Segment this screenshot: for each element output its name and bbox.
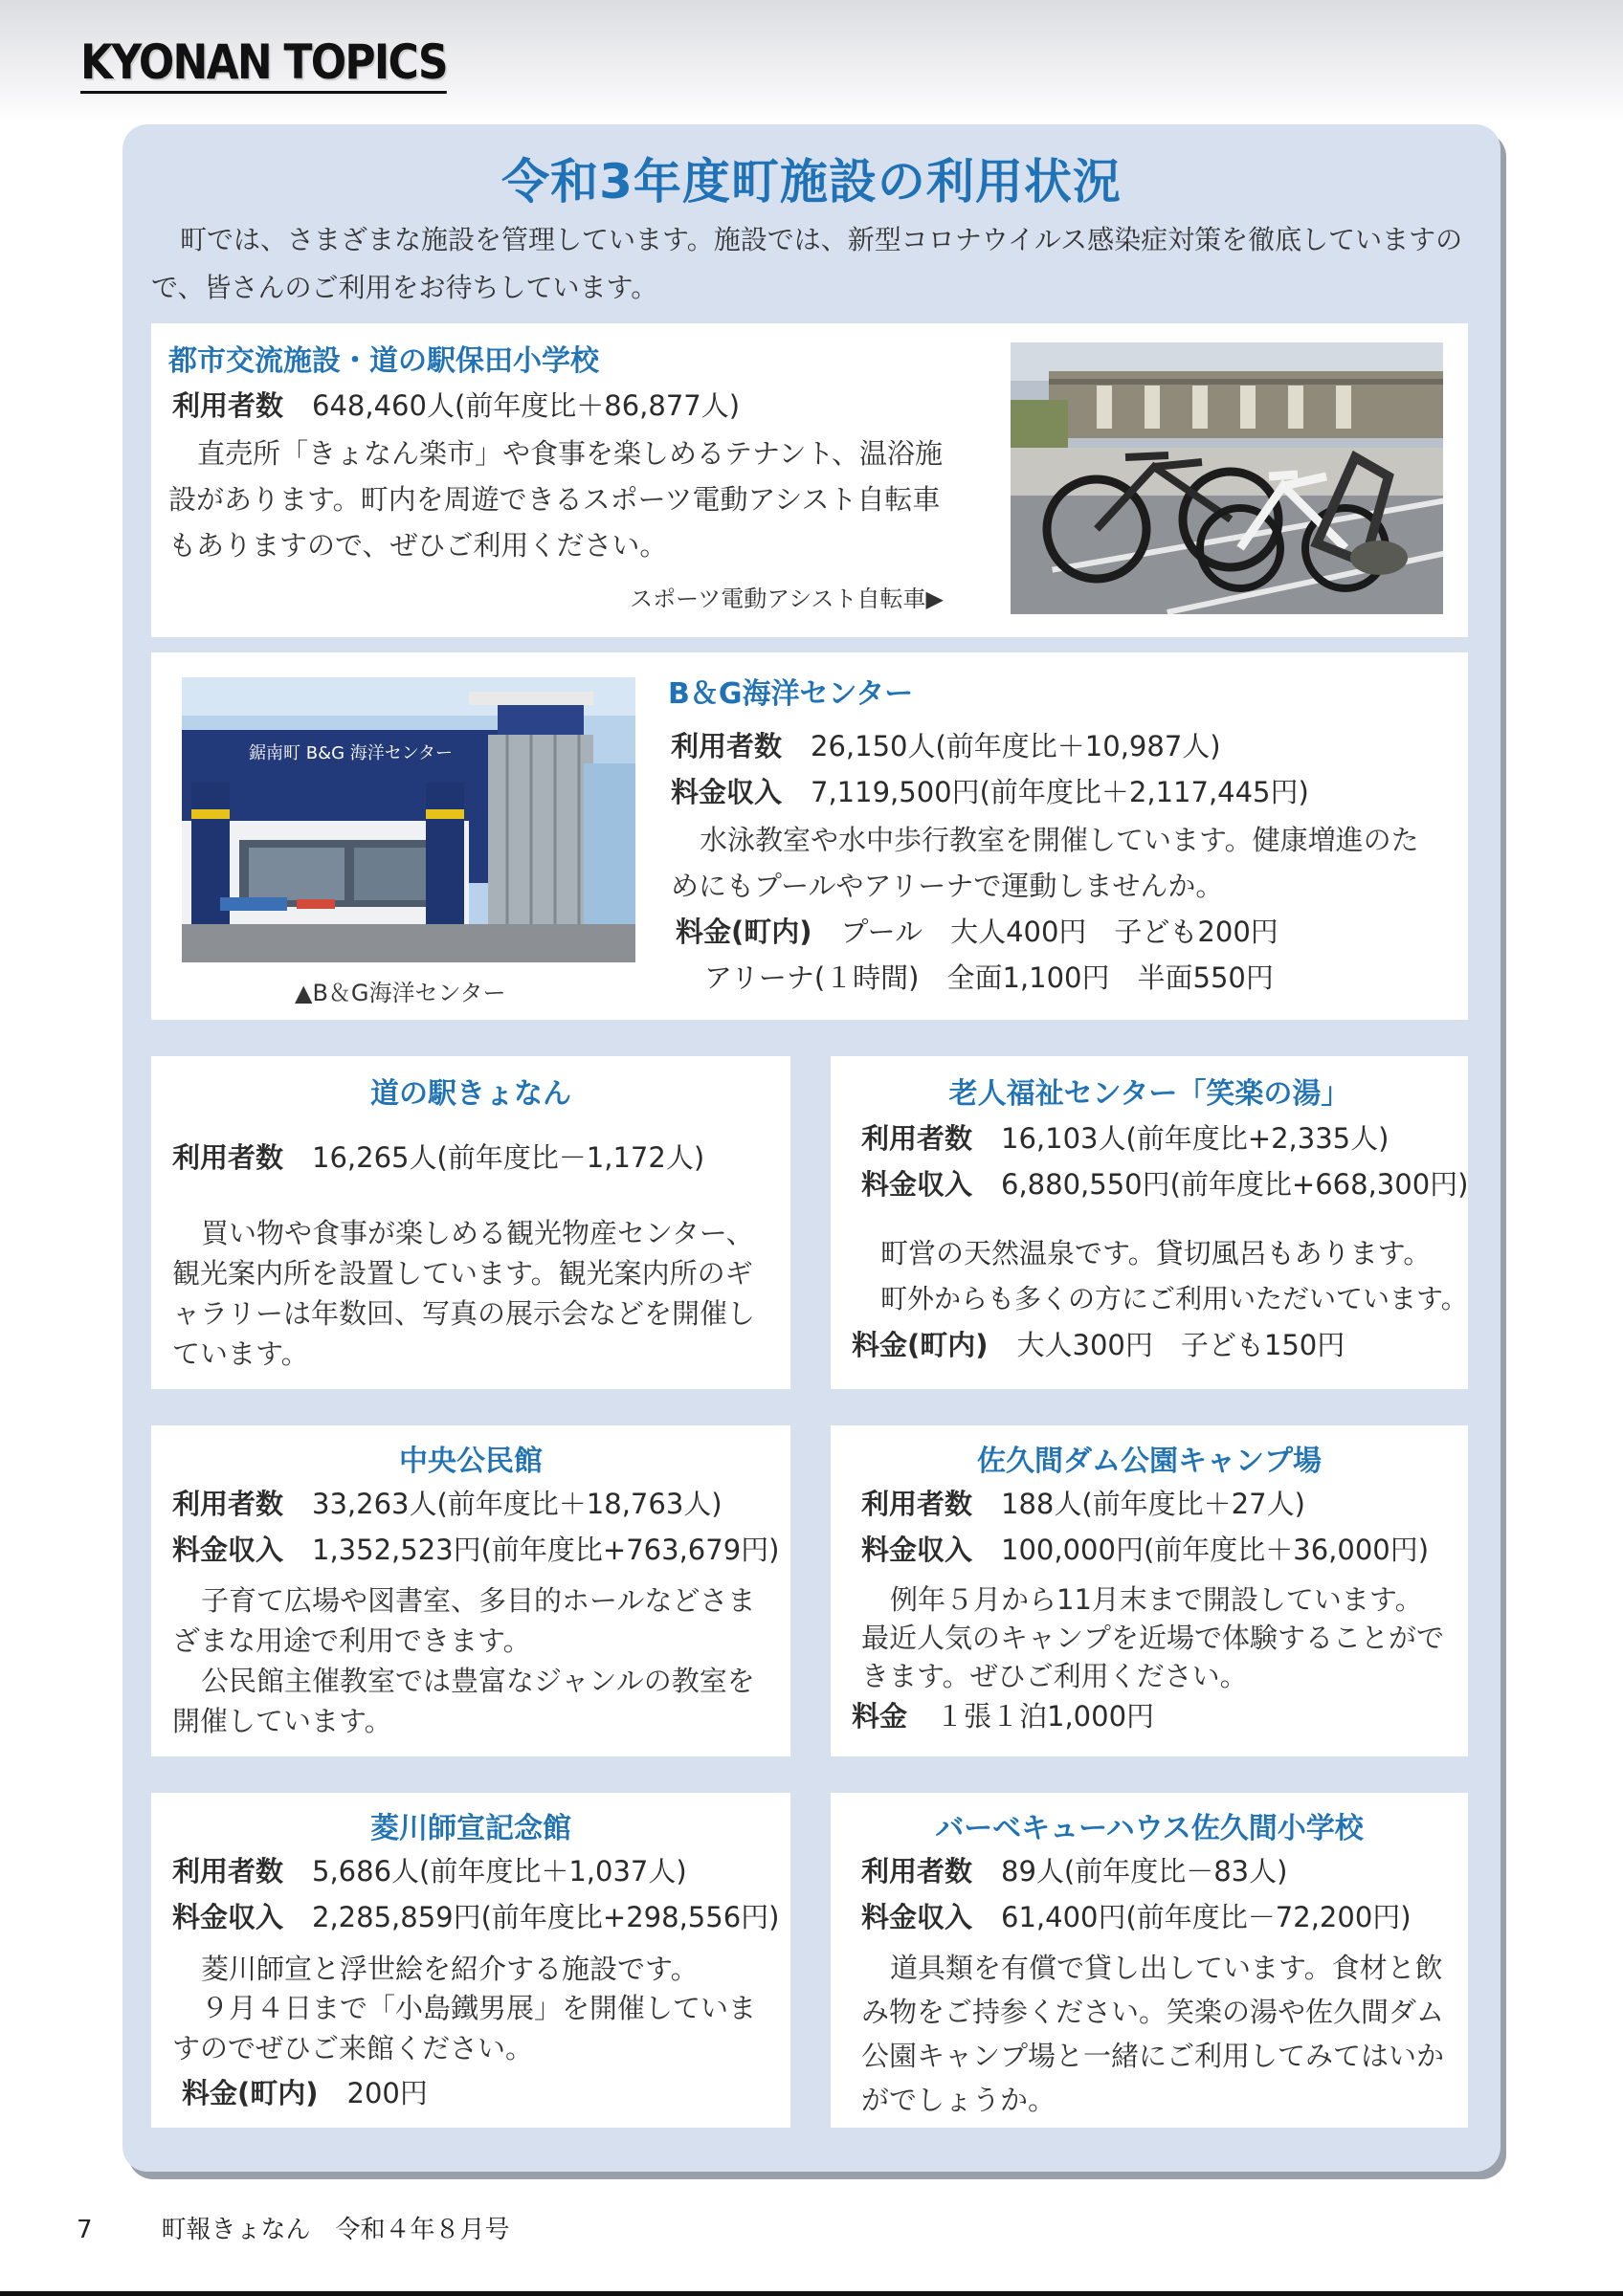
users-row — [861, 1481, 1305, 1527]
users-label: 利用者数 — [172, 1488, 284, 1520]
intro-paragraph: 町では、さまざまな施設を管理しています。施設では、新型コロナウイルス感染症対策を徹底していますので、皆さんのご利用をお待ちしています。 — [151, 224, 1463, 303]
fee-label: 料金収入 — [861, 1534, 973, 1566]
card-hoda — [151, 323, 1468, 637]
users-row — [172, 383, 740, 429]
users-value: 648,460人(前年度比＋86,877人) — [312, 389, 741, 422]
description-line-2: 町外からも多くの方にご利用いただいています。 — [880, 1283, 1468, 1314]
building-sign: 鋸南町 B&G 海洋センター — [249, 743, 454, 763]
users-label: 利用者数 — [671, 730, 783, 762]
kyonan-topics-logo: KYONAN TOPICS — [80, 34, 447, 96]
price-row — [182, 2070, 428, 2116]
users-value: 5,686人(前年度比＋1,037人) — [312, 1855, 687, 1888]
price-row — [852, 1322, 1345, 1368]
card-title: 道の駅きょなん — [370, 1077, 571, 1111]
users-value: 33,263人(前年度比＋18,763人) — [312, 1488, 723, 1520]
price-label: 料金 — [852, 1700, 908, 1733]
card-title: 菱川師宣記念館 — [370, 1812, 571, 1845]
description-2: 公民館主催教室では豊富なジャンルの教室を開催しています。 — [172, 1665, 755, 1737]
card-camp — [831, 1425, 1468, 1756]
card-title: 老人福祉センター「笑楽の湯」 — [948, 1077, 1350, 1111]
fee-row — [172, 1894, 779, 1940]
card-title: B＆G海洋センター — [668, 677, 914, 711]
price-label: 料金(町内) — [852, 1329, 989, 1361]
price-label: 料金(町内) — [676, 916, 812, 948]
fee-row — [861, 1894, 1412, 1940]
description: 例年５月から11月末まで開設しています。最近人気のキャンプを近場で体験することができます。ぜひご利用ください。 — [861, 1583, 1445, 1692]
card-hishikawa — [151, 1793, 790, 2128]
fee-value: 2,285,859円(前年度比+298,556円) — [312, 1901, 780, 1933]
price-value: 200円 — [346, 2077, 428, 2109]
users-label: 利用者数 — [172, 389, 284, 422]
fee-value: 1,352,523円(前年度比+763,679円) — [312, 1534, 780, 1566]
users-label: 利用者数 — [861, 1855, 973, 1888]
users-value: 16,103人(前年度比+2,335人) — [1001, 1122, 1390, 1155]
bg-center-photo — [182, 677, 635, 962]
price-pool: プール 大人400円 子ども200円 — [840, 916, 1278, 948]
photo-caption: ▲B＆G海洋センター — [295, 980, 506, 1006]
price-row-pool — [676, 909, 1278, 955]
card-bg-center — [151, 652, 1468, 1020]
card-title: 中央公民館 — [399, 1445, 543, 1478]
users-value: 16,265人(前年度比－1,172人) — [312, 1141, 705, 1174]
page-number: 7 — [77, 2216, 93, 2244]
fee-row — [861, 1161, 1468, 1207]
users-row — [861, 1848, 1287, 1894]
card-kominkan — [151, 1425, 790, 1756]
users-row — [861, 1115, 1389, 1161]
price-row — [852, 1693, 1154, 1739]
users-value: 26,150人(前年度比＋10,987人) — [811, 730, 1221, 762]
description: 買い物や食事が楽しめる観光物産センター、観光案内所を設置しています。観光案内所のギャラリーは年数回、写真の展示会などを開催しています。 — [172, 1217, 756, 1370]
card-warakunoyu — [831, 1056, 1468, 1389]
price-value: １張１泊1,000円 — [936, 1700, 1155, 1733]
users-row — [172, 1848, 687, 1894]
price-value: 大人300円 子ども150円 — [1016, 1329, 1345, 1361]
fee-value: 7,119,500円(前年度比＋2,117,445円) — [811, 776, 1309, 808]
fee-label: 料金収入 — [671, 776, 783, 808]
description: 道具類を有償で貸し出しています。食材と飲み物をご持参ください。笑楽の湯や佐久間ダム公園キャンプ場と一緒にご利用してみてはいかがでしょうか。 — [861, 1952, 1445, 2116]
users-label: 利用者数 — [172, 1141, 284, 1174]
description-1: 菱川師宣と浮世絵を紹介する施設です。 — [201, 1953, 699, 1985]
fee-row — [172, 1527, 779, 1573]
users-row — [671, 723, 1221, 769]
fee-value: 61,400円(前年度比－72,200円) — [1001, 1901, 1412, 1933]
card-michinoeki — [151, 1056, 790, 1389]
fee-value: 100,000円(前年度比＋36,000円) — [1001, 1534, 1430, 1566]
page-footer — [77, 2210, 510, 2245]
price-row-arena: アリーナ(１時間) 全面1,100円 半面550円 — [704, 961, 1274, 994]
fee-label: 料金収入 — [861, 1901, 973, 1933]
users-row — [172, 1481, 723, 1527]
users-label: 利用者数 — [861, 1488, 973, 1520]
fee-row — [671, 769, 1309, 815]
page-title: 令和3年度町施設の利用状況 — [501, 154, 1122, 210]
card-title: バーベキューハウス佐久間小学校 — [935, 1812, 1364, 1845]
card-title: 佐久間ダム公園キャンプ場 — [977, 1445, 1322, 1478]
description-line-1: 町営の天然温泉です。貸切風呂もあります。 — [880, 1237, 1432, 1269]
photo-caption: スポーツ電動アシスト自転車▶ — [630, 585, 944, 612]
fee-label: 料金収入 — [861, 1168, 973, 1201]
users-value: 188人(前年度比＋27人) — [1001, 1488, 1305, 1520]
card-bbq — [831, 1793, 1468, 2128]
fee-value: 6,880,550円(前年度比+668,300円) — [1001, 1168, 1469, 1201]
description: 直売所「きょなん楽市」や食事を楽しめるテナント、温浴施設があります。町内を周遊できるスポーツ電動アシスト自転車もありますので、ぜひご利用ください。 — [168, 437, 943, 562]
fee-row — [861, 1527, 1429, 1573]
price-label: 料金(町内) — [182, 2077, 319, 2109]
bicycle-photo — [1011, 342, 1443, 614]
card-title: 都市交流施設・道の駅保田小学校 — [168, 344, 599, 378]
fee-label: 料金収入 — [172, 1534, 284, 1566]
users-label: 利用者数 — [861, 1122, 973, 1155]
description-2: ９月４日まで「小島鐵男展」を開催していますのでぜひご来館ください。 — [172, 1992, 757, 2064]
bottom-rule — [0, 2291, 1623, 2296]
description: 水泳教室や水中歩行教室を開催しています。健康増進のためにもプールやアリーナで運動しませんか。 — [671, 824, 1419, 902]
fee-label: 料金収入 — [172, 1901, 284, 1933]
publication-name: 町報きょなん 令和４年８月号 — [161, 2216, 510, 2244]
users-label: 利用者数 — [172, 1855, 284, 1888]
users-value: 89人(前年度比－83人) — [1001, 1855, 1288, 1888]
description-1: 子育て広場や図書室、多目的ホールなどさまざまな用途で利用できます。 — [172, 1584, 756, 1657]
users-row — [172, 1135, 704, 1181]
